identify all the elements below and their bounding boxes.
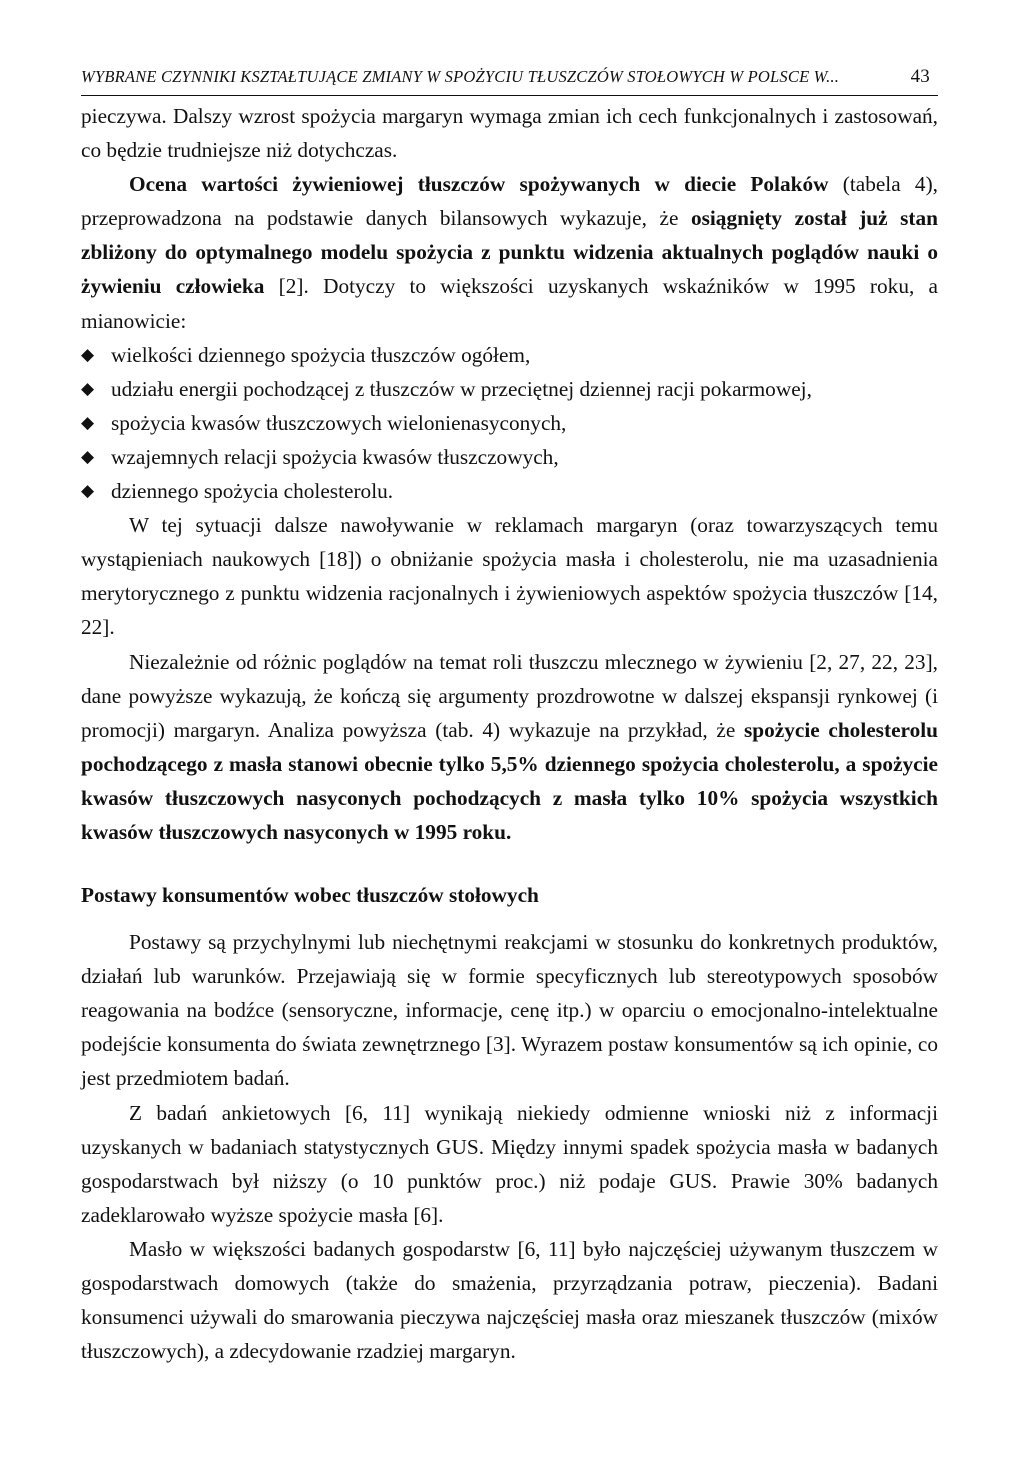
section-heading: Postawy konsumentów wobec tłuszczów stołowych [81, 883, 539, 908]
paragraph-butter-usage: Masło w większości badanych gospodarstw [6, 11] było najczęściej używanym tłuszczem w gospodarstwach domowych (także do smażenia, przyrządzania potraw, pieczenia). Badani konsumenci używali do smarowania pieczywa najczęściej masła oraz mieszanek tłuszczów (mixów tłuszczowych), a zdecydowanie rzadziej margaryn. [81, 1236, 938, 1364]
paragraph-milk-fat [81, 645, 938, 850]
running-title: WYBRANE CZYNNIKI KSZTAŁTUJĄCE ZMIANY W SPOŻYCIU TŁUSZCZÓW STOŁOWYCH W POLSCE W... [81, 67, 840, 86]
paragraph-attitudes: Postawy są przychylnymi lub niechętnymi reakcjami w stosunku do konkretnych produktów, działań lub warunków. Przejawiają się w formie specyficznych lub stereotypowych sposobów reagowania na bodźce (sensoryczne, informacje, cenę itp.) w oparciu o emocjonalno-intelektualne podejście konsumenta do świata zewnętrznego [3]. Wyrazem postaw konsumentów są ich opinie, co jest przedmiotem badań. [81, 930, 938, 1091]
document-page [81, 66, 938, 1368]
diamond-bullet-icon: ◆ [81, 446, 95, 466]
list-item-text: udziału energii pochodzącej z tłuszczów w przeciętnej dziennej racji pokarmowej, [111, 376, 812, 401]
paragraph-survey-results: Z badań ankietowych [6, 11] wynikają niekiedy odmienne wnioski niż z informacji uzyskanych w badaniach statystycznych GUS. Między innymi spadek spożycia masła w badanych gospodarstwach był niższy (o 10 punktów proc.) niż podaje GUS. Prawie 30% badanych zadeklarowało wyższe spożycie masła [6]. [81, 1100, 938, 1227]
plain-text: [2]. Dotyczy to większości uzyskanych wskaźników w 1995 roku, a mianowicie: [81, 274, 938, 333]
bold-text: spożycie cholesterolu pochodzącego z masła stanowi obecnie tylko 5,5% dziennego spożycia cholesterolu, a spożycie kwasów tłuszczowych nasyconych pochodzących z masła tylko 10% spożycia wszystkich kwasów tłuszczowych nasyconych w 1995 roku. [81, 717, 938, 844]
paragraph-nutrition-assessment [81, 167, 938, 337]
list-item [81, 372, 938, 406]
list-item-text: spożycia kwasów tłuszczowych wielonienasyconych, [111, 410, 567, 435]
page-number: 43 [910, 66, 930, 87]
list-item-text: dziennego spożycia cholesterolu. [111, 479, 394, 504]
list-item [81, 474, 938, 508]
bold-text: osiągnięty został już stan zbliżony do optymalnego modelu spożycia z punktu widzenia aktualnych poglądów nauki o żywieniu człowieka [81, 206, 938, 299]
diamond-bullet-icon: ◆ [81, 412, 95, 432]
document-body [81, 99, 938, 1368]
indicator-list [81, 338, 938, 508]
plain-text: (tabela 4), przeprowadzona na podstawie danych bilansowych wykazuje, że [81, 172, 938, 231]
list-item [81, 406, 938, 440]
diamond-bullet-icon: ◆ [81, 378, 95, 398]
diamond-bullet-icon: ◆ [81, 344, 95, 364]
list-item [81, 338, 938, 372]
plain-text: Niezależnie od różnic poglądów na temat roli tłuszczu mlecznego w żywieniu [2, 27, 22, 23], dane powyższe wykazują, że kończą się argumenty prozdrowotne w dalszej ekspansji rynkowej (i promocji) margaryn. Analiza powyższa (tab. 4) wykazuje na przykład, że [81, 649, 938, 742]
list-item-text: wzajemnych relacji spożycia kwasów tłuszczowych, [111, 444, 559, 469]
running-header [81, 66, 938, 96]
list-item [81, 440, 938, 474]
diamond-bullet-icon: ◆ [81, 481, 95, 501]
paragraph-continuation: pieczywa. Dalszy wzrost spożycia margaryn wymaga zmian ich cech funkcjonalnych i zastosowań, co będzie trudniejsze niż dotychczas. [81, 104, 938, 163]
bold-text: Ocena wartości żywieniowej tłuszczów spożywanych w diecie Polaków [129, 172, 829, 197]
paragraph-advertising: W tej sytuacji dalsze nawoływanie w reklamach margaryn (oraz towarzyszących temu wystąpieniach naukowych [18]) o obniżanie spożycia masła i cholesterolu, nie ma uzasadnienia merytorycznego z punktu widzenia racjonalnych i żywieniowych aspektów spożycia tłuszczów [14, 22]. [81, 513, 938, 640]
list-item-text: wielkości dziennego spożycia tłuszczów ogółem, [111, 342, 531, 367]
